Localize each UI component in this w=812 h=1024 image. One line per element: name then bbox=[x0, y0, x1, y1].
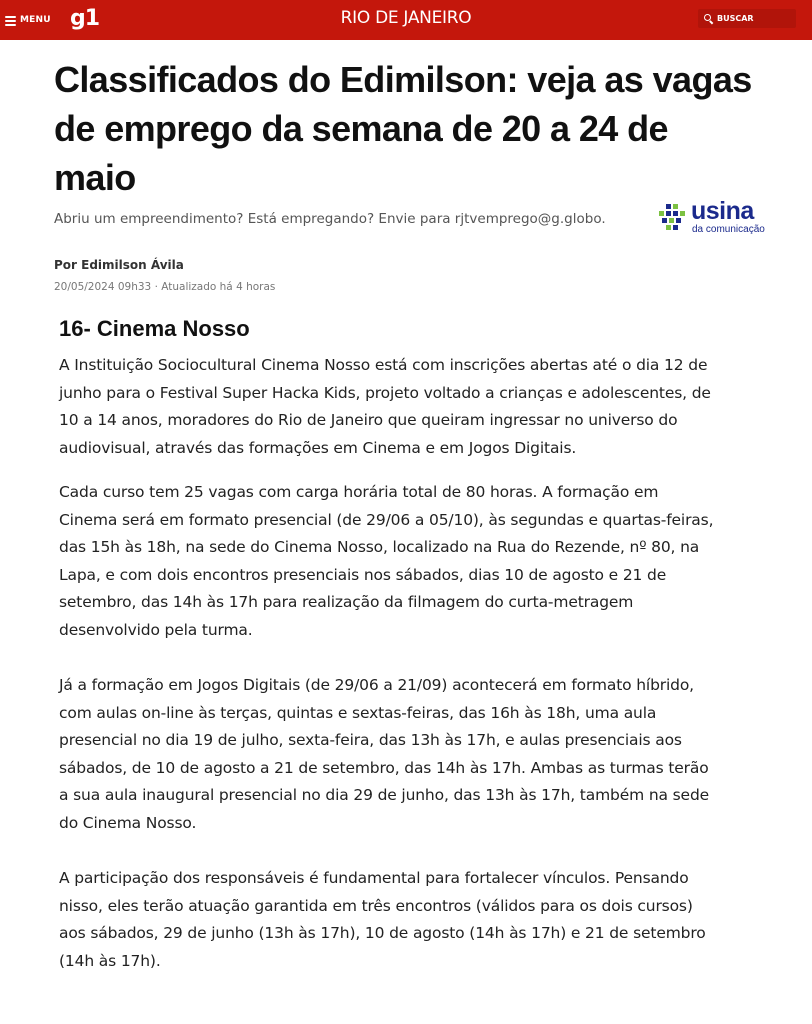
sponsor-name: usina bbox=[691, 197, 754, 225]
paragraph: A Instituição Sociocultural Cinema Nosso está com inscrições abertas até o dia 12 de junho para o Festival Super Hacka Kids, projeto voltado a crianças e adolescentes, de 10 a 14 anos, moradores do Rio de Janeiro que queiram ingressar no universo do audiovisual, através das formações em Cinema e em Jogos Digitais. bbox=[59, 356, 711, 457]
search-label: BUSCAR bbox=[717, 14, 754, 23]
search-button[interactable] bbox=[698, 9, 796, 28]
publish-date: 20/05/2024 09h33 · Atualizado há 4 horas bbox=[54, 281, 276, 293]
paragraph: Cada curso tem 25 vagas com carga horária total de 80 horas. A formação em Cinema será em formato presencial (de 29/06 a 05/10), às segundas e quartas-feiras, das 15h às 18h, na sede do Cinema Nosso, localizado na Rua do Rezende, nº 80, na Lapa, e com dois encontros presenciais nos sábados, dias 10 de agosto e 21 de setembro, das 14h às 17h para realização da filmagem do curta-metragem desenvolvido pela turma. bbox=[59, 483, 714, 639]
top-bar bbox=[0, 0, 812, 40]
article-body bbox=[59, 314, 719, 992]
menu-button[interactable] bbox=[5, 11, 51, 29]
paragraph: A participação dos responsáveis é fundamental para fortalecer vínculos. Pensando nisso, eles terão atuação garantida em três encontros (válidos para os dois cursos) aos sábados, 29 de junho (13h às 17h), 10 de agosto (14h às 17h) e 21 de setembro (14h às 17h). bbox=[59, 869, 706, 970]
section-title[interactable]: RIO DE JANEIRO bbox=[340, 8, 472, 28]
article-subtitle: Abriu um empreendimento? Está empregando? Envie para rjtvemprego@g.globo. bbox=[54, 211, 606, 227]
search-icon bbox=[704, 14, 713, 23]
section-heading: 16- Cinema Nosso bbox=[59, 316, 250, 341]
author-byline[interactable]: Por Edimilson Ávila bbox=[54, 258, 184, 272]
sponsor-logo[interactable] bbox=[658, 197, 778, 236]
article-title: Classificados do Edimilson: veja as vagas de emprego da semana de 20 a 24 de maio bbox=[54, 59, 752, 198]
hamburger-icon bbox=[5, 16, 16, 25]
sponsor-subtitle: da comunicação bbox=[692, 224, 765, 235]
paragraph: Já a formação em Jogos Digitais (de 29/06 a 21/09) acontecerá em formato híbrido, com aulas on-line às terças, quintas e sextas-feiras, das 16h às 18h, uma aula presencial no dia 19 de julho, sexta-feira, das 13h às 17h, e aulas presenciais aos sábados, de 10 de agosto a 21 de setembro, das 14h às 17h. Ambas as turmas terão a sua aula inaugural presencial no dia 29 de junho, das 13h às 17h, também na sede do Cinema Nosso. bbox=[59, 676, 710, 832]
menu-label: MENU bbox=[20, 15, 51, 25]
g1-logo[interactable]: g1 bbox=[70, 6, 100, 31]
sponsor-mark-icon bbox=[658, 204, 688, 232]
